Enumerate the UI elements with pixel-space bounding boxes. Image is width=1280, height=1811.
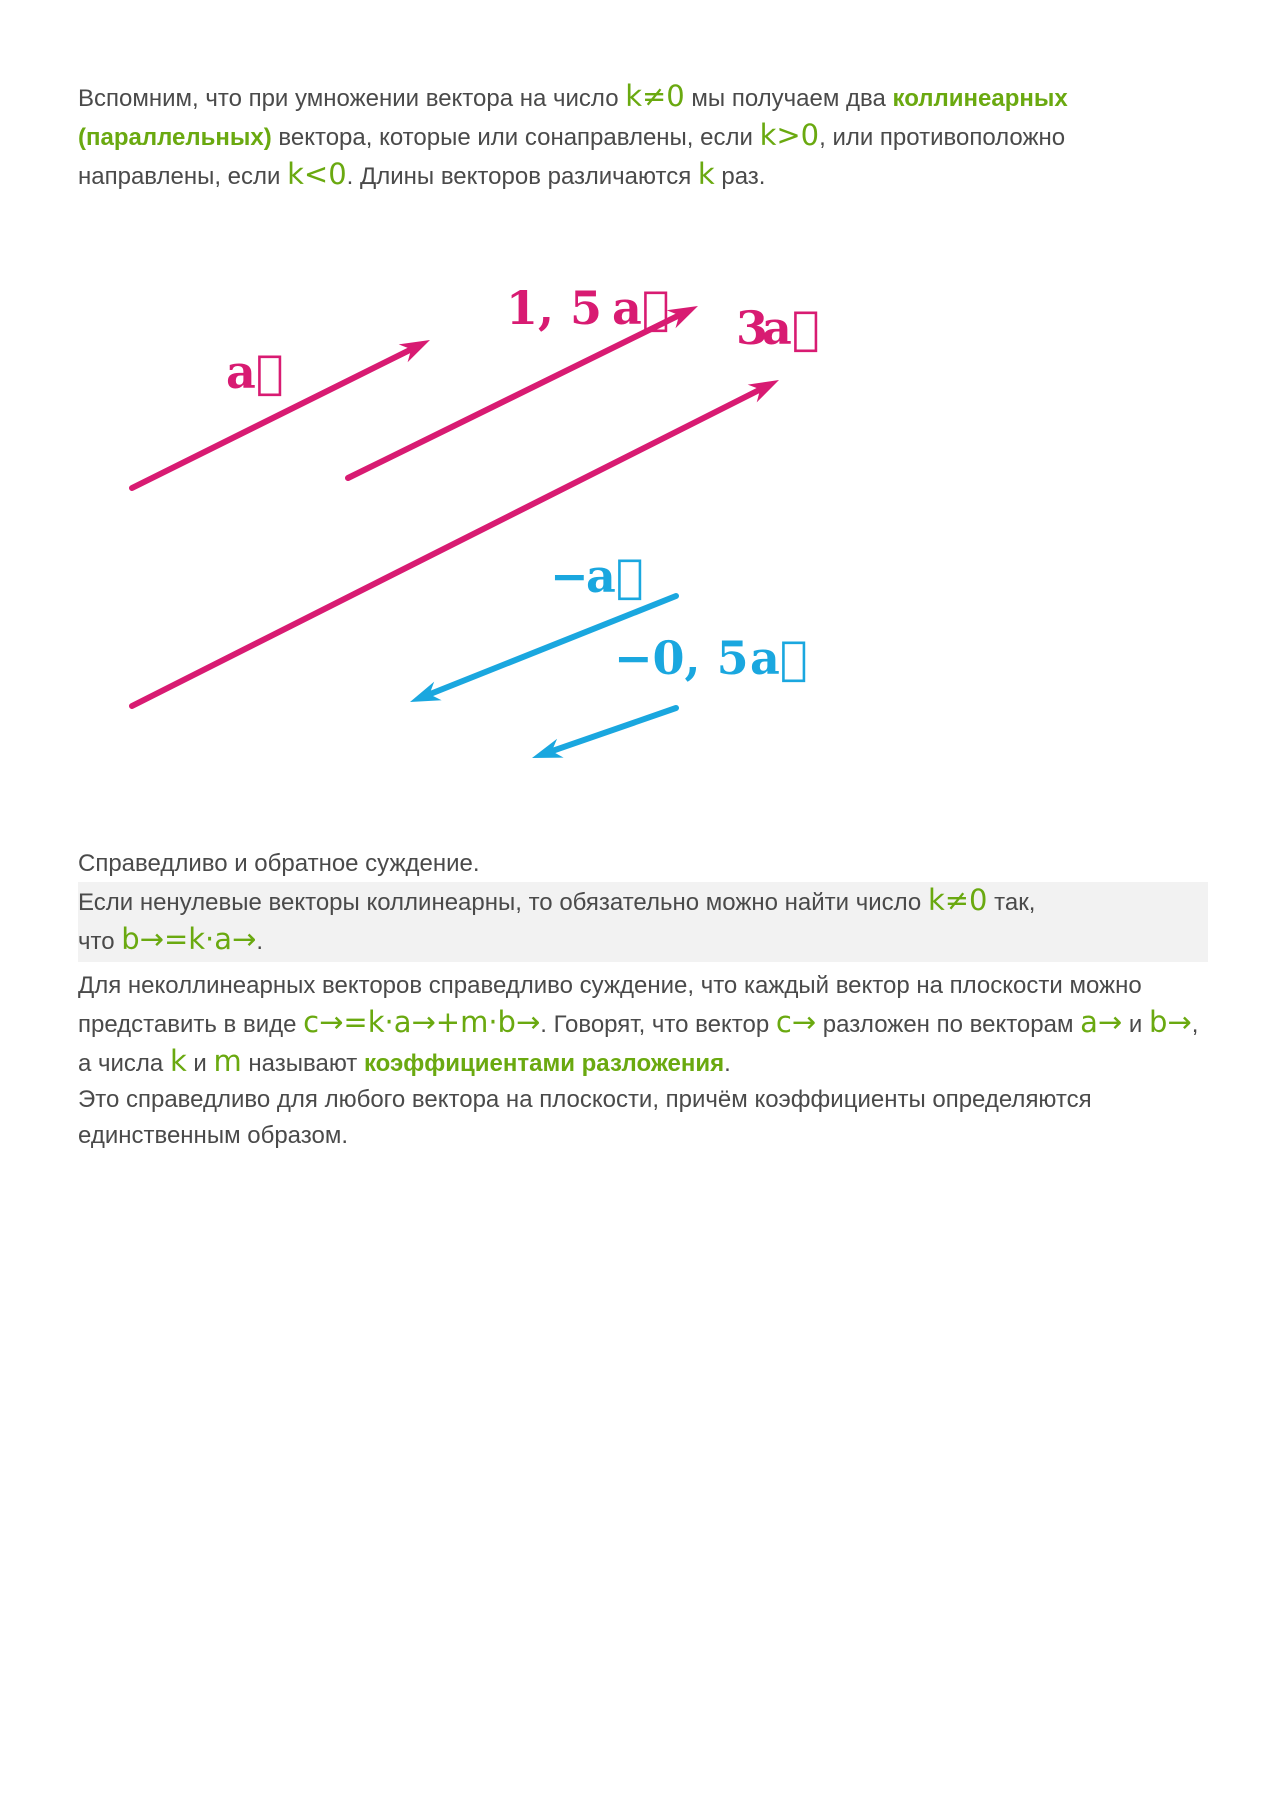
intro-text-1: Вспомним, что при умножении вектора на число	[78, 85, 626, 112]
intro-paragraph	[78, 78, 1208, 195]
decomp-text-5: , а числа	[78, 1011, 1199, 1077]
vector-diagram	[100, 270, 820, 780]
decomp-text-4: и	[1122, 1011, 1149, 1038]
converse-highlight	[78, 882, 1208, 962]
vector-figure	[100, 270, 820, 780]
coef-k: k	[169, 1044, 187, 1078]
label-1-5a-number: 1, 5	[506, 281, 603, 335]
label-neg-a-vector: a⃗	[586, 549, 644, 603]
intro-text-5: . Длины векторов различаются	[346, 163, 698, 190]
label-neg-0-5a-number: −0, 5	[614, 631, 749, 685]
converse-formula: b→=k·a→	[121, 922, 257, 956]
label-neg-0-5a-vector: a⃗	[750, 631, 808, 685]
intro-text-2: мы получаем два	[684, 85, 893, 112]
k-negative-formula: k<0	[287, 157, 347, 191]
coef-m: m	[213, 1044, 242, 1078]
label-neg-a-sign: −	[550, 549, 589, 603]
vector-a-inline: a→	[1080, 1005, 1123, 1039]
converse-text-4: .	[256, 928, 264, 955]
decomposition-section	[78, 968, 1208, 1154]
decomposition-formula: c→=k·a→+m·b→	[303, 1005, 541, 1039]
decomp-text-1: Для неколлинеарных векторов справедливо суждение, что каждый вектор на плоскости можно представить в виде	[78, 972, 1142, 1038]
converse-text-1: Если ненулевые векторы коллинеарны, то обязательно можно найти число	[78, 889, 928, 916]
decomposition-text	[78, 968, 1208, 1154]
vector-b-inline: b→	[1148, 1005, 1192, 1039]
decomp-text-7: называют	[241, 1050, 364, 1077]
intro-text-6: раз.	[714, 163, 766, 190]
decomp-text-8: .	[724, 1050, 731, 1077]
label-a: a⃗	[226, 345, 284, 399]
decomp-text-2: . Говорят, что вектор	[540, 1011, 776, 1038]
converse-section	[78, 846, 1208, 962]
label-1-5a-vector: a⃗	[612, 281, 670, 335]
converse-statement	[78, 882, 1208, 960]
decomp-text-6: и	[186, 1050, 214, 1077]
term-collinear: коллинеарных (параллельных)	[78, 85, 1068, 151]
vector-neg-0-5a	[543, 708, 676, 754]
converse-text-2: так,	[987, 889, 1036, 916]
k-positive-formula: k>0	[759, 118, 820, 152]
term-coefficients: коэффициентами разложения	[363, 1050, 725, 1077]
intro-text	[78, 78, 1208, 195]
decomp-text-3: разложен по векторам	[816, 1011, 1081, 1038]
converse-text-3: что	[78, 928, 122, 955]
vector-c: c→	[775, 1005, 817, 1039]
intro-text-4: , или противоположно направлены, если	[78, 124, 1066, 190]
decomp-text-9: Это справедливо для любого вектора на плоскости, причём коэффициенты определяются единственным образом.	[78, 1086, 1092, 1149]
converse-lead: Справедливо и обратное суждение.	[78, 850, 480, 877]
k-nonzero-formula: k≠0	[625, 79, 685, 113]
intro-text-3: вектора, которые или сонаправлены, если	[271, 124, 760, 151]
k-variable: k	[697, 157, 715, 191]
converse-k-nonzero: k≠0	[927, 883, 988, 917]
label-3a-vector: a⃗	[762, 301, 820, 355]
label-3a-number: 3	[736, 301, 769, 355]
